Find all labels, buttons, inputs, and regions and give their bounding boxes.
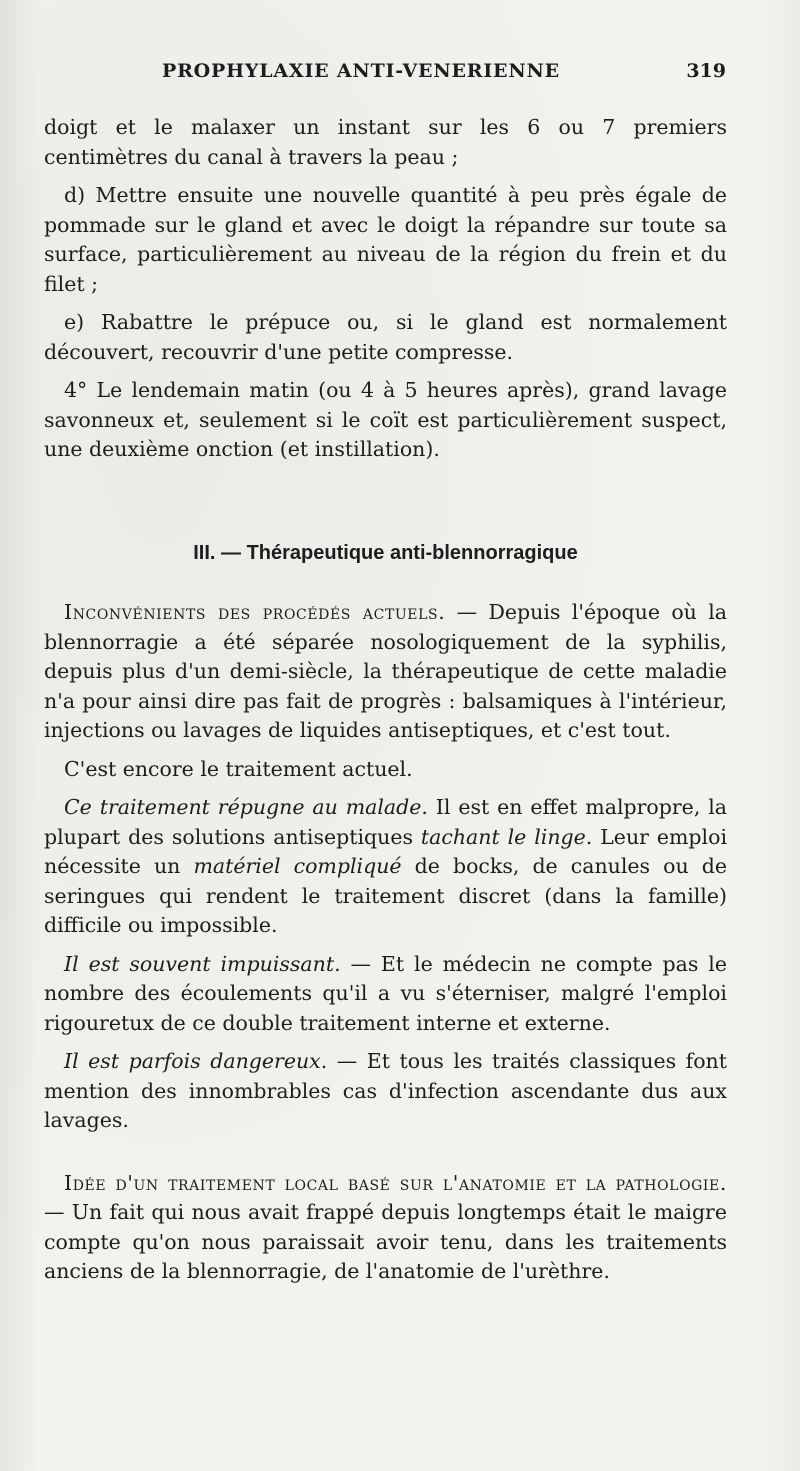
paragraph-2-text: d) Mettre ensuite une nouvelle quantité à peu près égale de pommade sur le gland et avec le doigt la répandre sur toute sa surface, particulièrement au niveau de la région du frein et du filet ; [44,183,727,296]
paragraph-7 [44,793,727,941]
spacer [44,1145,727,1169]
paragraph-7-italic-2: matériel compliqué [193,854,402,878]
page-header [0,60,800,90]
paragraph-9-lead: Il est parfois dangereux. [64,1049,328,1073]
paragraph-4-text: 4° Le lendemain matin (ou 4 à 5 heures après), grand lavage savonneux et, seulement si le coït est particulièrement suspect, une deuxième onction (et instillation). [44,378,727,461]
paragraph-6-text: C'est encore le traitement actuel. [64,756,413,781]
paragraph-10-lead: Idée d'un traitement local basé sur l'anatomie et la pathologie. [64,1170,727,1195]
paragraph-8-lead: Il est souvent impuissant. [64,951,341,976]
paragraph-5 [44,598,727,746]
running-head: PROPHYLAXIE ANTI-VENERIENNE [162,60,560,82]
paragraph-7-text-a: Il est en effet malpropre, la plupart des solutions antiseptiques [44,795,727,849]
paragraph-8-text: — Et le médecin ne compte pas le nombre des écoulements qu'il a vu s'éterniser, malgré l'emploi rigouretux de ce double traitement interne et externe. [44,951,727,1035]
paragraph-7-italic-1: tachant le linge [420,824,586,849]
paragraph-7-text-c: de bocks, de canules ou de seringues qui rendent le traitement discret (dans la famille) difficile ou impossible. [44,854,728,937]
paragraph-3-text: e) Rabattre le prépuce ou, si le gland est normalement découvert, recouvrir d'une petite compresse. [44,310,727,364]
paragraph-1 [44,113,727,172]
paragraph-4 [44,376,727,465]
paragraph-7-lead: Ce traitement répugne au malade. [64,795,428,819]
paragraph-3 [44,308,727,367]
paragraph-2 [44,181,727,299]
paragraph-6 [44,755,727,785]
paragraph-10-text: — Un fait qui nous avait frappé depuis longtemps était le maigre compte qu'on nous paraissait avoir tenu, dans les traitements anciens de la blennorragie, de l'anatomie de l'urèthre. [44,1200,727,1283]
paragraph-9-text: — Et tous les traités classiques font mention des innombrables cas d'infection ascendante dus aux lavages. [44,1049,727,1132]
paragraph-8 [44,950,727,1039]
paragraph-5-lead: Inconvénients des procédés actuels. [64,600,446,624]
paragraph-1-text: doigt et le malaxer un instant sur les 6 ou 7 premiers centimètres du canal à travers la peau ; [44,115,727,169]
section-title: III. — Thérapeutique anti-blennorragique [193,541,578,564]
body-text [44,113,727,1296]
paragraph-5-text: — Depuis l'époque où la blennorragie a été séparée nosologiquement de la syphilis, depuis plus d'un demi-siècle, la thérapeutique de cette maladie n'a pour ainsi dire pas fait de progrès : balsamiques à l'intérieur, injections ou lavages de liquides antiseptiques, et c'est tout. [44,600,727,742]
paragraph-7-text-b: . Leur emploi nécessite un [44,824,727,878]
paragraph-9 [44,1047,727,1136]
paragraph-10 [44,1169,727,1287]
page-number: 319 [686,60,726,82]
